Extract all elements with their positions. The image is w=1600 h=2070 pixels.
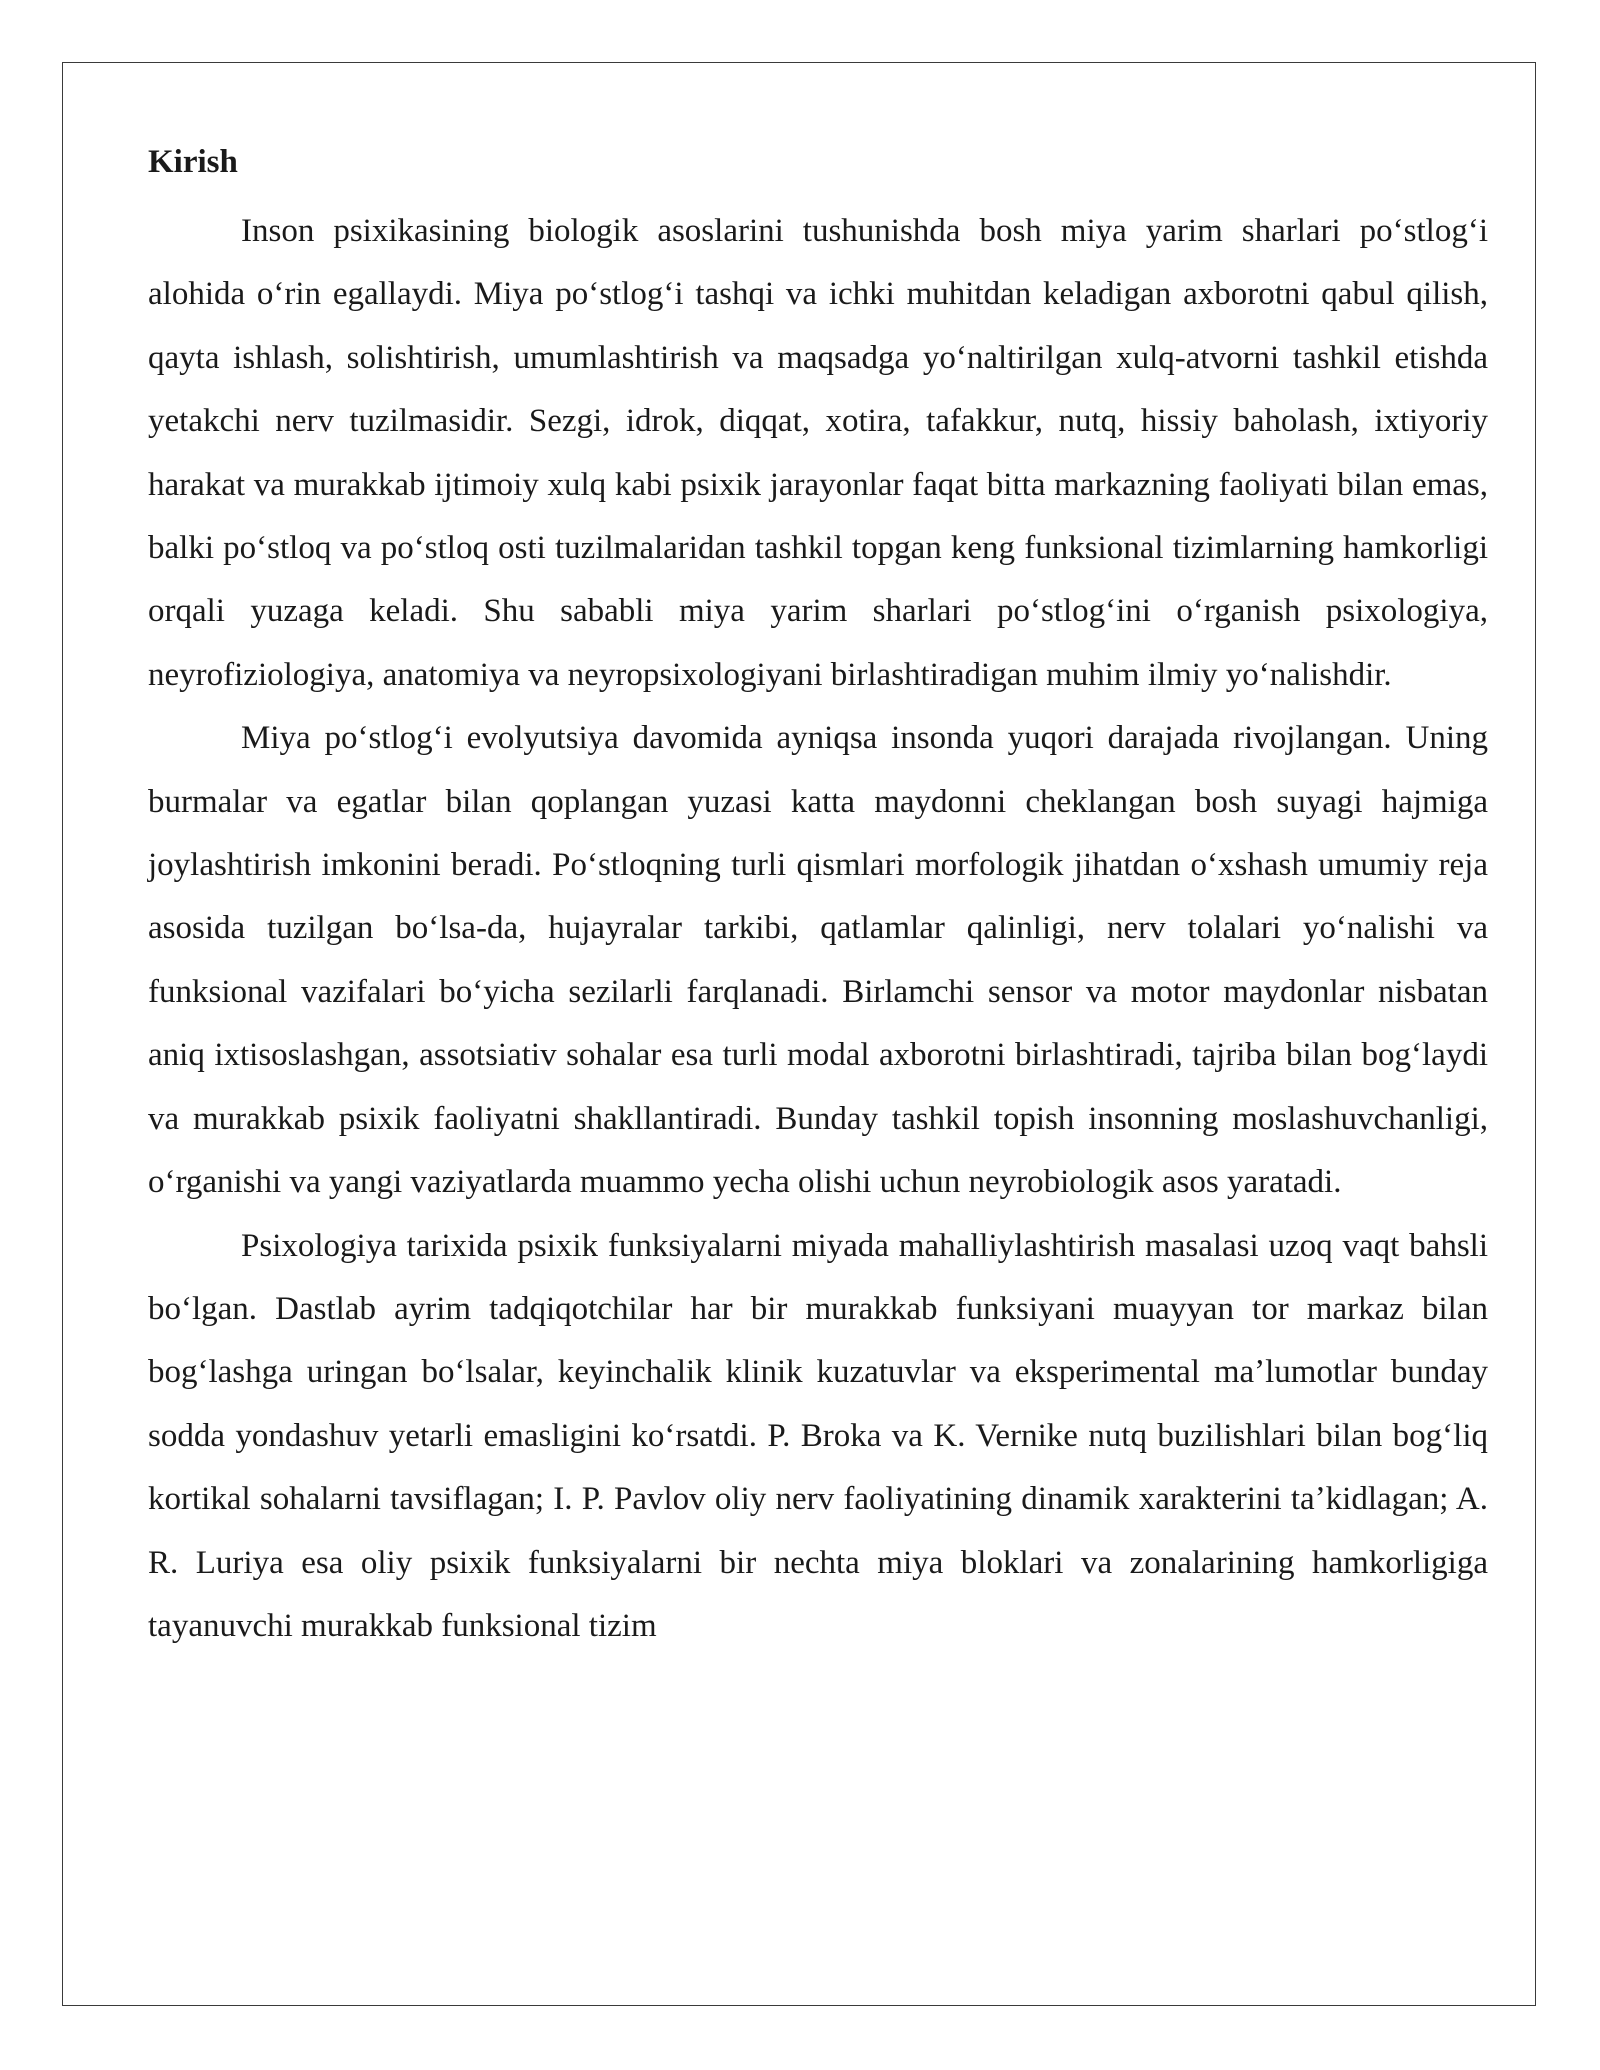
paragraph: Psixologiya tarixida psixik funksiyalarni miyada mahalliylashtirish masalasi uzoq vaqt bahsli boʻlgan. Dastlab ayrim tadqiqotchilar har bir murakkab funksiyani muayyan tor markaz bilan bogʻlashga uringan boʻlsalar, keyinchalik klinik kuzatuvlar va eksperimental maʼlumotlar bunday sodda yondashuv yetarli emasligini koʻrsatdi. P. Broka va K. Vernike nutq buzilishlari bilan bogʻliq kortikal sohalarni tavsiflagan; I. P. Pavlov oliy nerv faoliyatining dinamik xarakterini taʼkidlagan; A. R. Luriya esa oliy psixik funksiyalarni bir nechta miya bloklari va zonalarining hamkorligiga tayanuvchi murakkab funksional tizim [148,1227,1488,1644]
section-heading: Kirish [148,144,238,180]
document-body [148,140,1488,1658]
paragraph: Inson psixikasining biologik asoslarini tushunishda bosh miya yarim sharlari poʻstlogʻi alohida oʻrin egallaydi. Miya poʻstlogʻi tashqi va ichki muhitdan keladigan axborotni qabul qilish, qayta ishlash, solishtirish, umumlashtirish va maqsadga yoʻnaltirilgan xulq-atvorni tashkil etishda yetakchi nerv tuzilmasidir. Sezgi, idrok, diqqat, xotira, tafakkur, nutq, hissiy baholash, ixtiyoriy harakat va murakkab ijtimoiy xulq kabi psixik jarayonlar faqat bitta markazning faoliyati bilan emas, balki poʻstloq va poʻstloq osti tuzilmalaridan tashkil topgan keng funksional tizimlarning hamkorligi orqali yuzaga keladi. Shu sababli miya yarim sharlari poʻstlogʻini oʻrganish psixologiya, neyrofiziologiya, anatomiya va neyropsixologiyani birlashtiradigan muhim ilmiy yoʻnalishdir. [148,213,1488,693]
paragraph: Miya poʻstlogʻi evolyutsiya davomida ayniqsa insonda yuqori darajada rivojlangan. Uning burmalar va egatlar bilan qoplangan yuzasi katta maydonni cheklangan bosh suyagi hajmiga joylashtirish imkonini beradi. Poʻstloqning turli qismlari morfologik jihatdan oʻxshash umumiy reja asosida tuzilgan boʻlsa-da, hujayralar tarkibi, qatlamlar qalinligi, nerv tolalari yoʻnalishi va funksional vazifalari boʻyicha sezilarli farqlanadi. Birlamchi sensor va motor maydonlar nisbatan aniq ixtisoslashgan, assotsiativ sohalar esa turli modal axborotni birlashtiradi, tajriba bilan bogʻlaydi va murakkab psixik faoliyatni shakllantiradi. Bunday tashkil topish insonning moslashuvchanligi, oʻrganishi va yangi vaziyatlarda muammo yecha olishi uchun neyrobiologik asos yaratadi. [148,720,1488,1201]
